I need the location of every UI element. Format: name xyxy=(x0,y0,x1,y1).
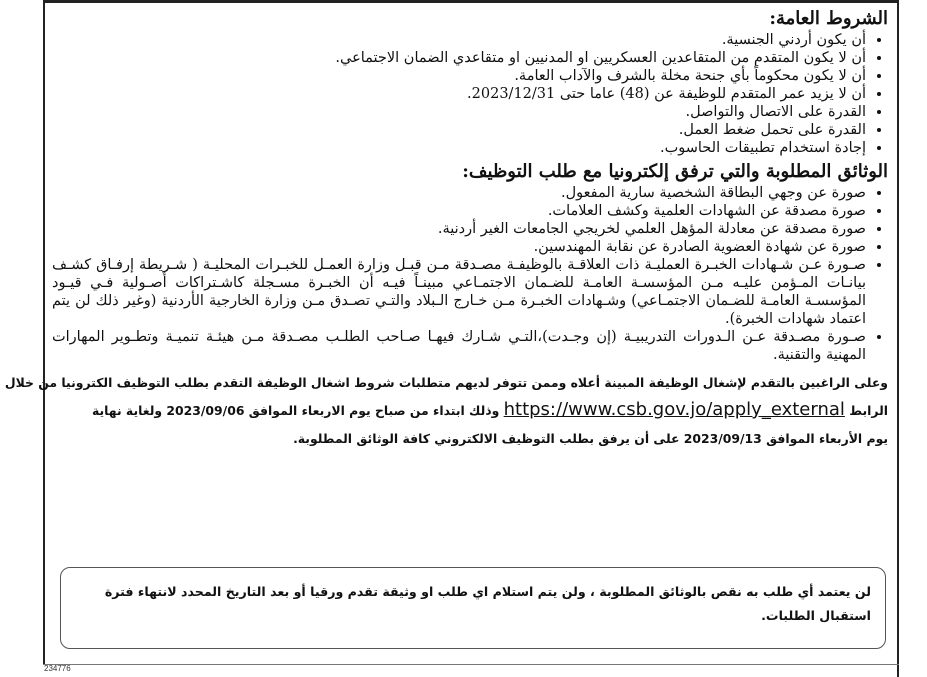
application-deadline-line: يوم الأربعاء الموافق 2023/09/13 على أن يرفق بطلب التوظيف الالكتروني كافة الوثائق المطلوبة. xyxy=(293,431,888,446)
link-label: الرابط xyxy=(849,403,888,418)
general-conditions-heading: الشروط العامة: xyxy=(769,8,888,29)
general-condition-item: • أن يكون أردني الجنسية. xyxy=(52,31,866,49)
notice-box xyxy=(60,567,886,649)
application-link-line xyxy=(52,401,888,420)
required-document-item: • صورة مصدقة عن الشهادات العلمية وكشف العلامات. xyxy=(52,202,866,220)
general-condition-item: • أن لا يزيد عمر المتقدم للوظيفة عن (48) عاما حتى 2023/12/31. xyxy=(52,85,866,103)
required-document-item: • صـورة مصـدقة عـن الـدورات التدريبيـة (إن وجـدت)،التـي شـارك فيهـا صـاحب الطلـب مصـدقة مـن هيئـة تنميـة وتطـوير المهارات المهنية والتقنية. xyxy=(52,328,866,364)
required-document-item: • صـورة عـن شـهادات الخبـرة العمليـة ذات العلاقـة بالوظيفـة مصـدقة مـن قبـل وزارة العمـل للخبـرات المحليـة ( شـريطة إرفـاق كشـف بيانـات المـؤمن عليـه مـن المؤسسـة العامـة للضـمان الاجتمـاعي مبينـاً فيـه أن الخبـرة مسـجلة كاشـتراكات أصـولية فـي قيـود المؤسسـة العامـة للضـمان الاجتمـاعي) وشـهادات الخبـرة مـن خـارج الـبلاد والتـي تصـدق مـن وزارة الخارجية الأردنية (وغير ذلك لن يتم اعتماد شهادات الخبرة). xyxy=(52,256,866,328)
ad-content xyxy=(4,8,888,448)
frame-right-border xyxy=(897,0,899,677)
general-condition-item: • إجادة استخدام تطبيقات الحاسوب. xyxy=(52,139,866,157)
general-condition-item: • أن لا يكون المتقدم من المتقاعدين العسكريين او المدنيين او متقاعدي الضمان الاجتماعي. xyxy=(52,49,866,67)
notice-text: لن يعتمد أي طلب به نقص بالوثائق المطلوبة ، ولن يتم استلام اي طلب او وثيقة تقدم ورقيا أو بعد التاريخ المحدد لانتهاء فترة استقبال الطلبات. xyxy=(104,584,871,623)
general-condition-item: • القدرة على تحمل ضغط العمل. xyxy=(52,121,866,139)
required-documents-list xyxy=(52,184,888,364)
general-condition-item: • أن لا يكون محكوماً بأي جنحة مخلة بالشرف والآداب العامة. xyxy=(52,67,866,85)
required-document-item: • صورة عن وجهي البطاقة الشخصية سارية المفعول. xyxy=(52,184,866,202)
required-document-item: • صورة مصدقة عن معادلة المؤهل العلمي لخريجي الجامعات الغير أردنية. xyxy=(52,220,866,238)
required-documents-heading: الوثائق المطلوبة والتي ترفق إلكترونيا مع طلب التوظيف: xyxy=(462,161,888,182)
reference-code: 234776 xyxy=(44,664,71,673)
application-instructions-line: وعلى الراغبين بالتقدم لإشغال الوظيفة المبينة أعلاه وممن تتوفر لديهم متطلبات شروط اشغال الوظيفة التقدم بطلب التوظيف الكترونيا من خلال xyxy=(4,375,888,390)
application-url-link[interactable]: https://www.csb.gov.jo/apply_external xyxy=(503,399,845,420)
frame-left-border xyxy=(43,0,45,665)
application-start-date: وذلك ابتداء من صباح يوم الاربعاء الموافق 2023/09/06 ولغاية نهاية xyxy=(91,403,500,418)
required-document-item: • صورة عن شهادة العضوية الصادرة عن نقابة المهندسين. xyxy=(52,238,866,256)
frame-top-border xyxy=(43,0,899,3)
general-condition-item: • القدرة على الاتصال والتواصل. xyxy=(52,103,866,121)
frame-bottom-border xyxy=(43,664,899,665)
general-conditions-list xyxy=(52,31,888,157)
